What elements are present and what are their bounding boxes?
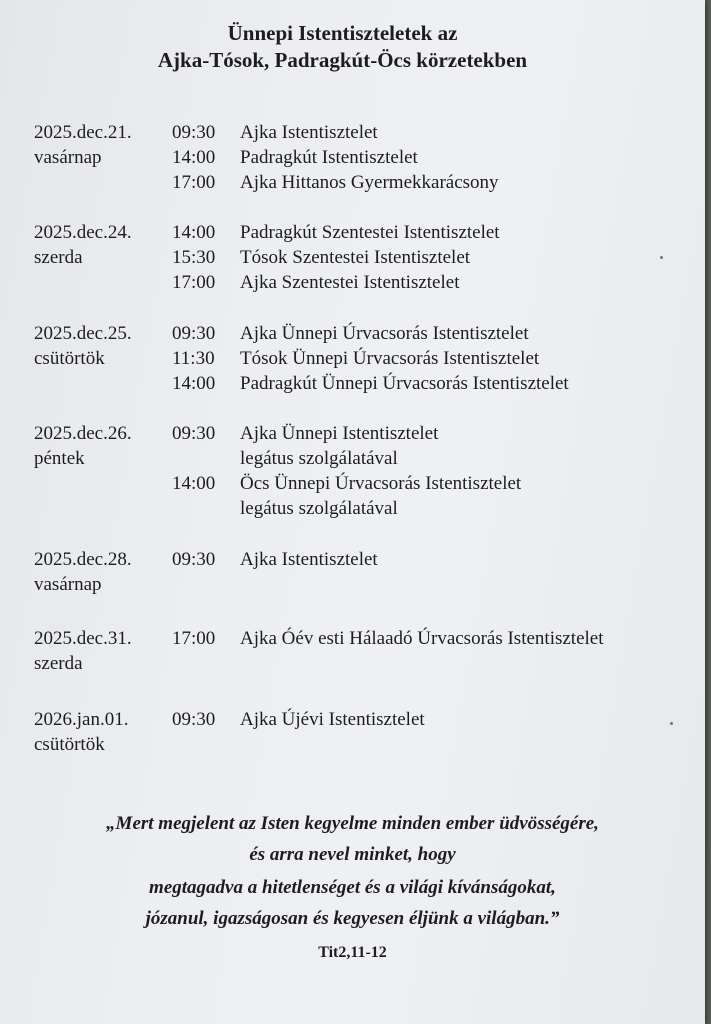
service-time: 09:30 bbox=[172, 709, 216, 730]
service-weekday: vasárnap bbox=[34, 574, 102, 595]
service-event: Ajka Ünnepi Úrvacsorás Istentisztelet bbox=[240, 323, 529, 344]
paper-speck bbox=[670, 722, 673, 725]
service-event: Ajka Istentisztelet bbox=[240, 122, 378, 143]
service-time: 14:00 bbox=[172, 373, 216, 394]
service-date: 2025.dec.25. bbox=[34, 323, 132, 344]
service-event: Ajka Óév esti Hálaadó Úrvacsorás Istentisztelet bbox=[240, 628, 604, 649]
service-date: 2026.jan.01. bbox=[34, 709, 129, 730]
service-time: 17:00 bbox=[172, 172, 216, 193]
service-time: 17:00 bbox=[172, 628, 216, 649]
service-event: Ajka Újévi Istentisztelet bbox=[240, 709, 425, 730]
service-event: Padragkút Ünnepi Úrvacsorás Istentisztelet bbox=[240, 373, 569, 394]
service-time: 11:30 bbox=[172, 348, 215, 369]
service-event: Padragkút Szentestei Istentisztelet bbox=[240, 222, 500, 243]
service-weekday: csütörtök bbox=[34, 734, 105, 755]
service-event: Tósok Szentestei Istentisztelet bbox=[240, 247, 471, 268]
title-line-2: Ajka-Tósok, Padragkút-Öcs körzetekben bbox=[157, 48, 528, 72]
service-event: Ajka Szentestei Istentisztelet bbox=[240, 272, 460, 293]
service-event: Tósok Ünnepi Úrvacsorás Istentisztelet bbox=[240, 348, 540, 369]
service-time: 17:00 bbox=[172, 272, 216, 293]
service-weekday: vasárnap bbox=[34, 147, 102, 168]
title-line-1: Ünnepi Istentiszteletek az bbox=[227, 21, 458, 45]
service-weekday: csütörtök bbox=[34, 348, 105, 369]
paper-speck bbox=[660, 256, 663, 259]
service-time: 14:00 bbox=[172, 147, 216, 168]
service-event: Padragkút Istentisztelet bbox=[240, 147, 418, 168]
service-weekday: szerda bbox=[34, 247, 83, 268]
service-weekday: péntek bbox=[34, 448, 85, 469]
quote-reference: Tit2,11-12 bbox=[318, 944, 387, 961]
service-event: legátus szolgálatával bbox=[240, 448, 398, 469]
service-event: Öcs Ünnepi Úrvacsorás Istentisztelet bbox=[240, 473, 522, 494]
quote-line: és arra nevel minket, hogy bbox=[249, 844, 456, 865]
service-time: 09:30 bbox=[172, 549, 216, 570]
service-time: 15:30 bbox=[172, 247, 216, 268]
service-time: 09:30 bbox=[172, 323, 216, 344]
service-date: 2025.dec.26. bbox=[34, 423, 132, 444]
service-time: 14:00 bbox=[172, 222, 216, 243]
service-date: 2025.dec.24. bbox=[34, 222, 132, 243]
service-time: 09:30 bbox=[172, 423, 216, 444]
service-date: 2025.dec.28. bbox=[34, 549, 132, 570]
quote-line: józanul, igazságosan és kegyesen éljünk a világban.” bbox=[145, 908, 560, 929]
service-date: 2025.dec.31. bbox=[34, 628, 132, 649]
service-event: Ajka Istentisztelet bbox=[240, 549, 378, 570]
service-event: Ajka Ünnepi Istentisztelet bbox=[240, 423, 439, 444]
service-event: Ajka Hittanos Gyermekkarácsony bbox=[240, 172, 499, 193]
quote-line: „Mert megjelent az Isten kegyelme minden ember üdvösségére, bbox=[106, 813, 599, 834]
service-time: 14:00 bbox=[172, 473, 216, 494]
quote-line: megtagadva a hitetlenséget és a világi kívánságokat, bbox=[149, 877, 556, 898]
service-weekday: szerda bbox=[34, 653, 83, 674]
service-event: legátus szolgálatával bbox=[240, 498, 398, 519]
service-date: 2025.dec.21. bbox=[34, 122, 132, 143]
service-time: 09:30 bbox=[172, 122, 216, 143]
